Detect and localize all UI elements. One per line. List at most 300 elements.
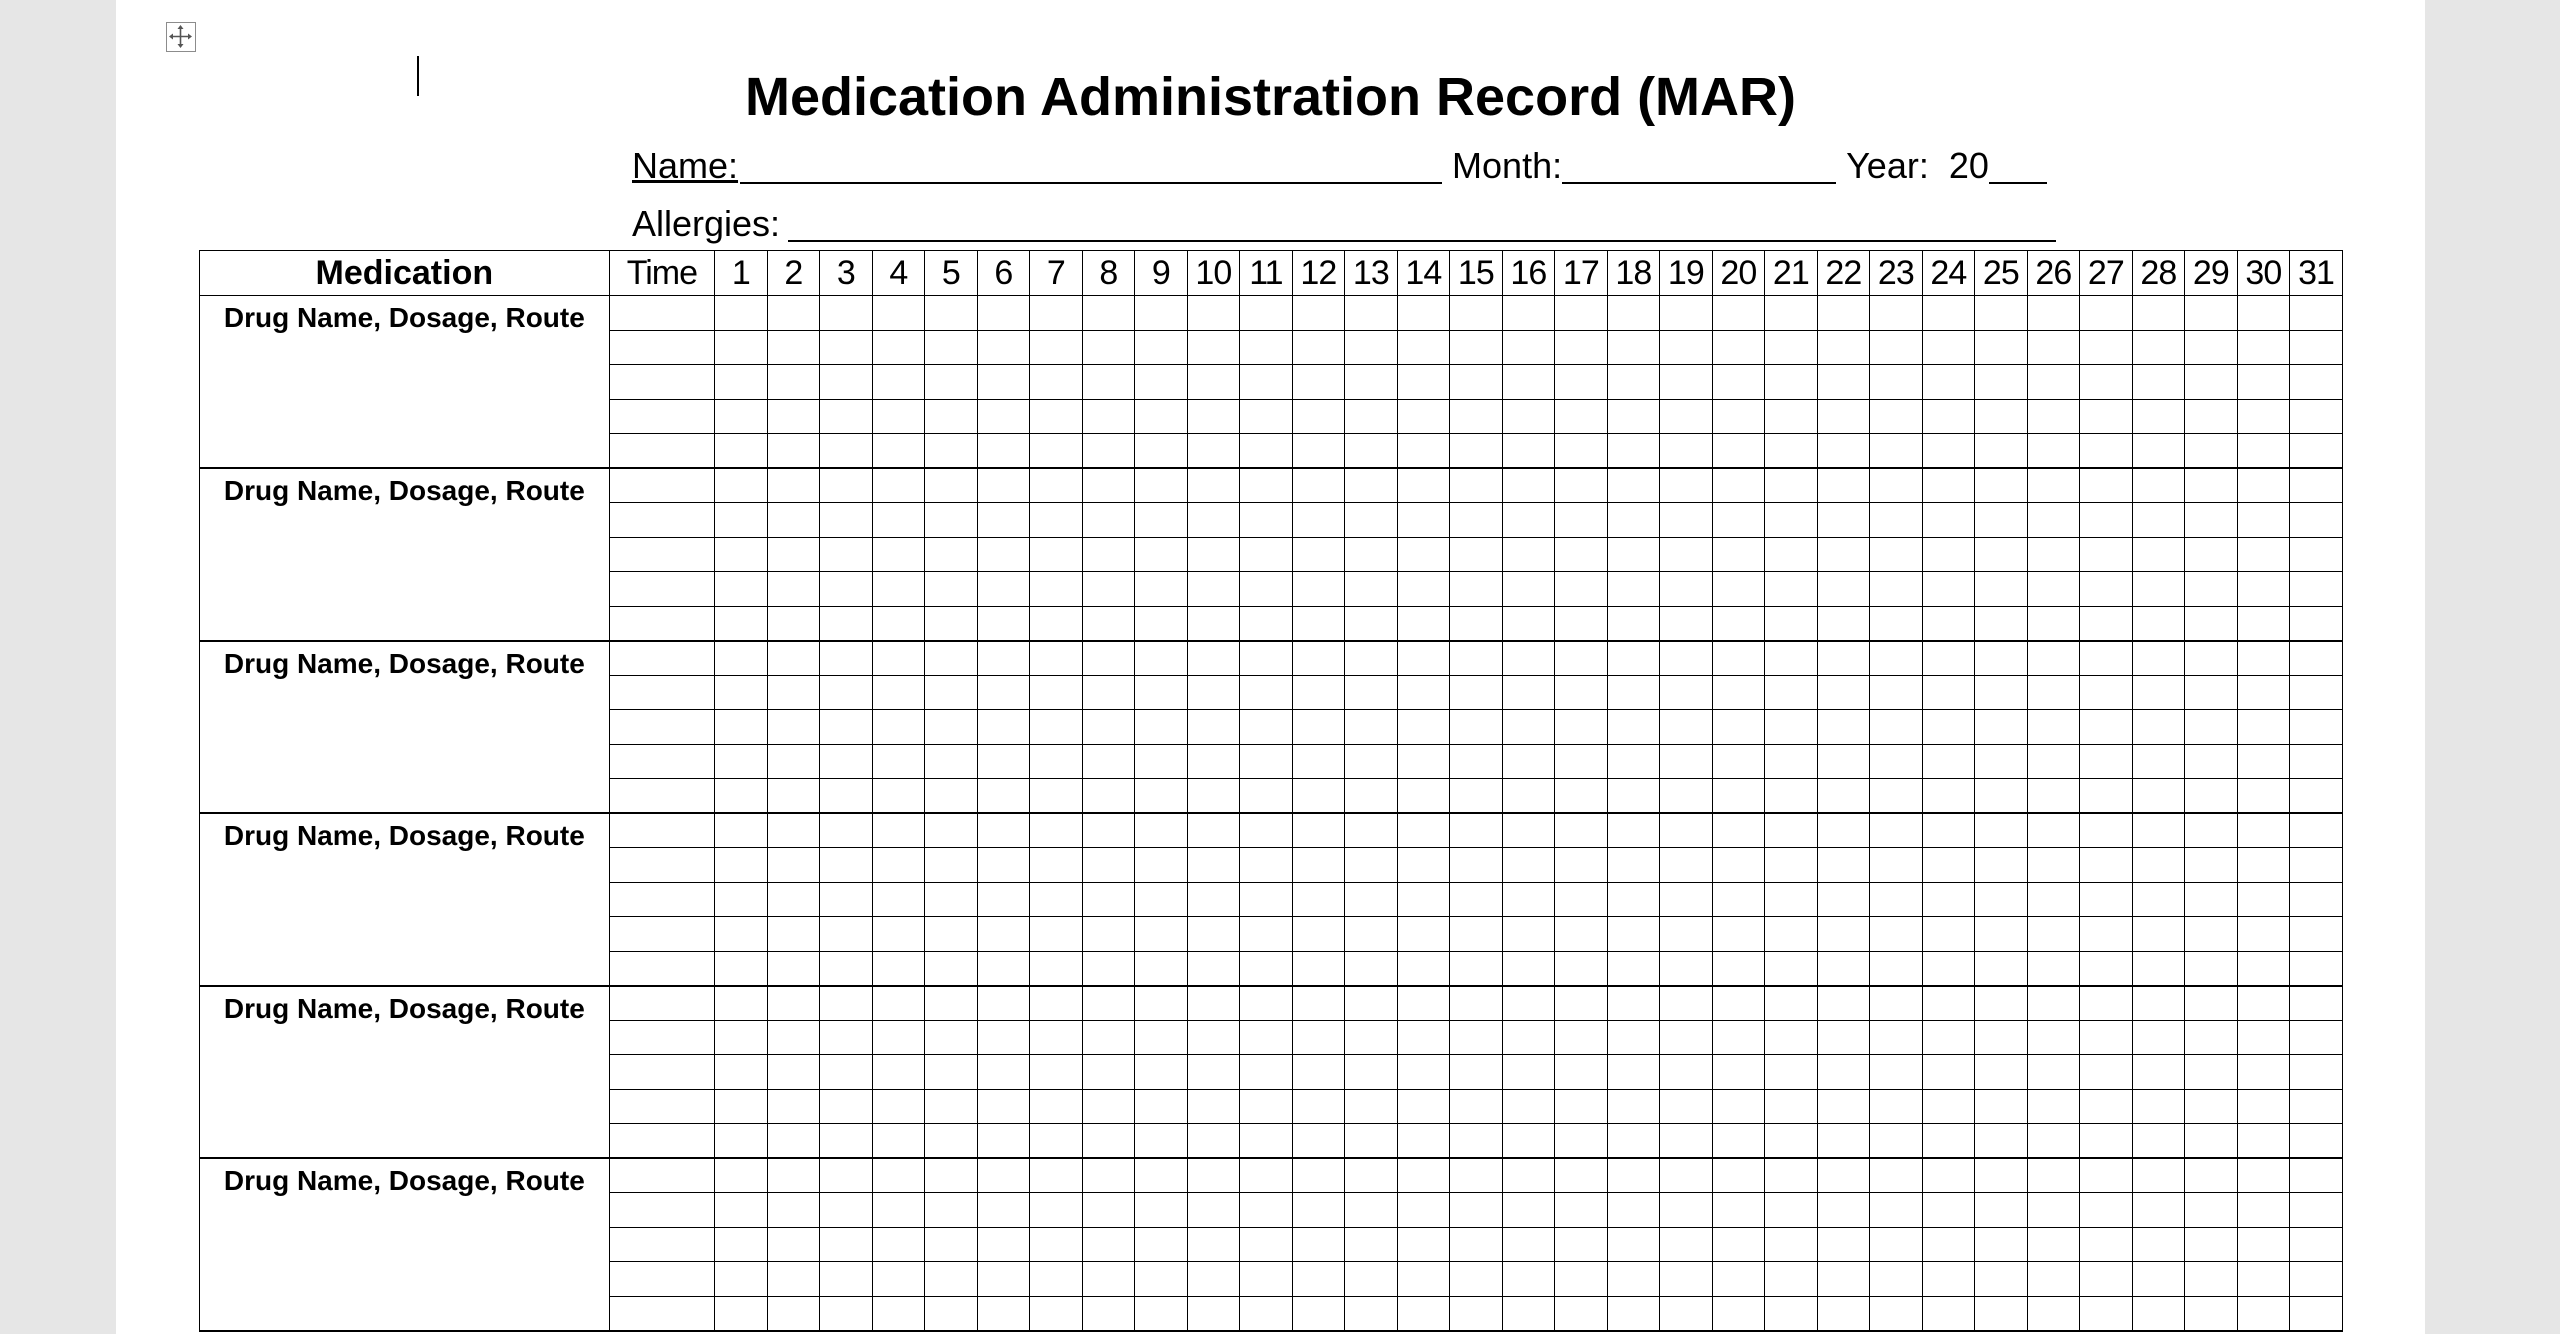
day-cell[interactable] (1765, 1089, 1818, 1124)
day-cell[interactable] (1292, 848, 1345, 883)
day-cell[interactable] (1082, 779, 1135, 814)
day-cell[interactable] (1607, 1020, 1660, 1055)
day-cell[interactable] (1135, 744, 1188, 779)
day-cell[interactable] (2080, 1262, 2133, 1297)
day-cell[interactable] (1030, 330, 1083, 365)
time-cell[interactable] (609, 1020, 714, 1055)
day-cell[interactable] (1187, 572, 1240, 607)
day-cell[interactable] (2132, 572, 2185, 607)
day-cell[interactable] (1082, 951, 1135, 986)
day-cell[interactable] (925, 606, 978, 641)
day-cell[interactable] (1397, 1262, 1450, 1297)
day-cell[interactable] (1712, 572, 1765, 607)
day-cell[interactable] (1607, 1296, 1660, 1331)
day-cell[interactable] (2080, 296, 2133, 331)
day-cell[interactable] (1555, 744, 1608, 779)
day-cell[interactable] (1450, 434, 1503, 469)
time-cell[interactable] (609, 572, 714, 607)
day-cell[interactable] (1870, 986, 1923, 1021)
day-cell[interactable] (1082, 882, 1135, 917)
day-cell[interactable] (872, 848, 925, 883)
day-cell[interactable] (2290, 606, 2343, 641)
day-cell[interactable] (1240, 917, 1293, 952)
day-cell[interactable] (872, 399, 925, 434)
day-cell[interactable] (1870, 744, 1923, 779)
day-cell[interactable] (1660, 848, 1713, 883)
time-cell[interactable] (609, 434, 714, 469)
day-cell[interactable] (1030, 572, 1083, 607)
day-cell[interactable] (1922, 1089, 1975, 1124)
time-cell[interactable] (609, 641, 714, 676)
day-cell[interactable] (1607, 434, 1660, 469)
day-cell[interactable] (925, 1296, 978, 1331)
day-cell[interactable] (1240, 1158, 1293, 1193)
day-cell[interactable] (872, 468, 925, 503)
day-cell[interactable] (1187, 330, 1240, 365)
time-cell[interactable] (609, 365, 714, 400)
day-cell[interactable] (1712, 1124, 1765, 1159)
day-cell[interactable] (1712, 882, 1765, 917)
day-cell[interactable] (2290, 744, 2343, 779)
day-cell[interactable] (872, 1262, 925, 1297)
day-cell[interactable] (1345, 779, 1398, 814)
day-cell[interactable] (820, 572, 873, 607)
day-cell[interactable] (1502, 986, 1555, 1021)
day-cell[interactable] (1975, 399, 2028, 434)
day-cell[interactable] (2080, 1055, 2133, 1090)
day-cell[interactable] (1870, 779, 1923, 814)
day-cell[interactable] (1817, 1227, 1870, 1262)
day-cell[interactable] (1555, 779, 1608, 814)
day-cell[interactable] (1502, 1193, 1555, 1228)
day-cell[interactable] (2237, 951, 2290, 986)
day-cell[interactable] (2132, 399, 2185, 434)
day-cell[interactable] (1607, 710, 1660, 745)
day-cell[interactable] (1345, 434, 1398, 469)
day-cell[interactable] (2027, 1262, 2080, 1297)
day-cell[interactable] (1607, 882, 1660, 917)
day-cell[interactable] (2027, 1124, 2080, 1159)
day-cell[interactable] (1765, 1227, 1818, 1262)
medication-cell[interactable]: Drug Name, Dosage, Route (200, 813, 610, 986)
day-cell[interactable] (2080, 572, 2133, 607)
day-cell[interactable] (1450, 296, 1503, 331)
day-cell[interactable] (2185, 641, 2238, 676)
day-cell[interactable] (2132, 744, 2185, 779)
day-cell[interactable] (1450, 1296, 1503, 1331)
day-cell[interactable] (1817, 917, 1870, 952)
day-cell[interactable] (925, 848, 978, 883)
day-cell[interactable] (1607, 1262, 1660, 1297)
day-cell[interactable] (2237, 710, 2290, 745)
day-cell[interactable] (1397, 675, 1450, 710)
day-cell[interactable] (1187, 434, 1240, 469)
day-cell[interactable] (1030, 744, 1083, 779)
day-cell[interactable] (1030, 951, 1083, 986)
day-cell[interactable] (1135, 503, 1188, 538)
day-cell[interactable] (1135, 675, 1188, 710)
day-cell[interactable] (1555, 503, 1608, 538)
time-cell[interactable] (609, 951, 714, 986)
day-cell[interactable] (925, 744, 978, 779)
day-cell[interactable] (1502, 641, 1555, 676)
day-cell[interactable] (2132, 641, 2185, 676)
day-cell[interactable] (1817, 710, 1870, 745)
day-cell[interactable] (1712, 1055, 1765, 1090)
day-cell[interactable] (1450, 330, 1503, 365)
day-cell[interactable] (1817, 882, 1870, 917)
day-cell[interactable] (977, 365, 1030, 400)
day-cell[interactable] (2237, 986, 2290, 1021)
day-cell[interactable] (1922, 537, 1975, 572)
day-cell[interactable] (820, 1296, 873, 1331)
day-cell[interactable] (1870, 399, 1923, 434)
day-cell[interactable] (2237, 1158, 2290, 1193)
day-cell[interactable] (1502, 882, 1555, 917)
day-cell[interactable] (1922, 1296, 1975, 1331)
day-cell[interactable] (1187, 986, 1240, 1021)
day-cell[interactable] (2080, 675, 2133, 710)
day-cell[interactable] (1187, 1124, 1240, 1159)
day-cell[interactable] (1502, 917, 1555, 952)
day-cell[interactable] (872, 330, 925, 365)
day-cell[interactable] (1555, 296, 1608, 331)
day-cell[interactable] (1922, 951, 1975, 986)
day-cell[interactable] (1240, 1193, 1293, 1228)
day-cell[interactable] (2290, 813, 2343, 848)
day-cell[interactable] (715, 744, 768, 779)
day-cell[interactable] (1765, 1124, 1818, 1159)
day-cell[interactable] (1712, 779, 1765, 814)
day-cell[interactable] (2027, 813, 2080, 848)
day-cell[interactable] (1450, 813, 1503, 848)
day-cell[interactable] (1397, 917, 1450, 952)
day-cell[interactable] (1240, 503, 1293, 538)
day-cell[interactable] (1397, 1227, 1450, 1262)
day-cell[interactable] (1817, 1089, 1870, 1124)
day-cell[interactable] (1660, 779, 1713, 814)
day-cell[interactable] (1555, 330, 1608, 365)
day-cell[interactable] (1502, 1262, 1555, 1297)
day-cell[interactable] (2237, 1055, 2290, 1090)
day-cell[interactable] (1030, 1055, 1083, 1090)
day-cell[interactable] (715, 917, 768, 952)
day-cell[interactable] (1555, 951, 1608, 986)
day-cell[interactable] (1082, 1296, 1135, 1331)
day-cell[interactable] (1292, 641, 1345, 676)
day-cell[interactable] (1975, 468, 2028, 503)
day-cell[interactable] (1975, 813, 2028, 848)
day-cell[interactable] (1502, 1124, 1555, 1159)
day-cell[interactable] (1765, 951, 1818, 986)
day-cell[interactable] (767, 1262, 820, 1297)
day-cell[interactable] (1345, 1089, 1398, 1124)
day-cell[interactable] (1135, 848, 1188, 883)
day-cell[interactable] (1082, 1227, 1135, 1262)
day-cell[interactable] (715, 1020, 768, 1055)
day-cell[interactable] (1870, 365, 1923, 400)
day-cell[interactable] (1240, 1020, 1293, 1055)
day-cell[interactable] (1922, 399, 1975, 434)
day-cell[interactable] (1240, 744, 1293, 779)
day-cell[interactable] (872, 1193, 925, 1228)
day-cell[interactable] (1345, 1262, 1398, 1297)
day-cell[interactable] (1607, 675, 1660, 710)
day-cell[interactable] (2237, 641, 2290, 676)
day-cell[interactable] (715, 813, 768, 848)
day-cell[interactable] (1817, 365, 1870, 400)
day-cell[interactable] (1082, 986, 1135, 1021)
medication-cell[interactable]: Drug Name, Dosage, Route (200, 641, 610, 814)
day-cell[interactable] (1555, 1089, 1608, 1124)
day-cell[interactable] (1345, 330, 1398, 365)
day-cell[interactable] (1765, 744, 1818, 779)
day-cell[interactable] (1870, 503, 1923, 538)
day-cell[interactable] (767, 1296, 820, 1331)
day-cell[interactable] (2080, 399, 2133, 434)
day-cell[interactable] (1135, 1020, 1188, 1055)
day-cell[interactable] (2027, 365, 2080, 400)
day-cell[interactable] (2185, 986, 2238, 1021)
day-cell[interactable] (2027, 572, 2080, 607)
day-cell[interactable] (1817, 848, 1870, 883)
day-cell[interactable] (1502, 1089, 1555, 1124)
day-cell[interactable] (1082, 917, 1135, 952)
day-cell[interactable] (872, 779, 925, 814)
day-cell[interactable] (1292, 710, 1345, 745)
day-cell[interactable] (1975, 1089, 2028, 1124)
day-cell[interactable] (1397, 1055, 1450, 1090)
day-cell[interactable] (1765, 503, 1818, 538)
day-cell[interactable] (925, 675, 978, 710)
day-cell[interactable] (2185, 710, 2238, 745)
day-cell[interactable] (1502, 365, 1555, 400)
day-cell[interactable] (2185, 675, 2238, 710)
day-cell[interactable] (872, 606, 925, 641)
day-cell[interactable] (925, 503, 978, 538)
day-cell[interactable] (1712, 537, 1765, 572)
day-cell[interactable] (767, 503, 820, 538)
day-cell[interactable] (1030, 1089, 1083, 1124)
day-cell[interactable] (1607, 1227, 1660, 1262)
day-cell[interactable] (2132, 1055, 2185, 1090)
day-cell[interactable] (1712, 296, 1765, 331)
day-cell[interactable] (1555, 986, 1608, 1021)
time-cell[interactable] (609, 1055, 714, 1090)
day-cell[interactable] (925, 813, 978, 848)
day-cell[interactable] (1030, 1262, 1083, 1297)
day-cell[interactable] (820, 399, 873, 434)
day-cell[interactable] (1240, 537, 1293, 572)
day-cell[interactable] (1397, 399, 1450, 434)
time-cell[interactable] (609, 1262, 714, 1297)
day-cell[interactable] (1765, 986, 1818, 1021)
day-cell[interactable] (872, 1020, 925, 1055)
day-cell[interactable] (1870, 675, 1923, 710)
day-cell[interactable] (2290, 1158, 2343, 1193)
day-cell[interactable] (1082, 572, 1135, 607)
day-cell[interactable] (767, 675, 820, 710)
day-cell[interactable] (2185, 1296, 2238, 1331)
day-cell[interactable] (1450, 986, 1503, 1021)
day-cell[interactable] (1817, 675, 1870, 710)
day-cell[interactable] (1030, 434, 1083, 469)
day-cell[interactable] (2185, 1262, 2238, 1297)
day-cell[interactable] (977, 606, 1030, 641)
day-cell[interactable] (2185, 399, 2238, 434)
day-cell[interactable] (2080, 1020, 2133, 1055)
day-cell[interactable] (1345, 503, 1398, 538)
day-cell[interactable] (977, 675, 1030, 710)
day-cell[interactable] (1765, 641, 1818, 676)
day-cell[interactable] (1450, 1158, 1503, 1193)
day-cell[interactable] (1030, 296, 1083, 331)
day-cell[interactable] (1187, 675, 1240, 710)
time-cell[interactable] (609, 606, 714, 641)
day-cell[interactable] (2027, 986, 2080, 1021)
day-cell[interactable] (1922, 641, 1975, 676)
day-cell[interactable] (2290, 1227, 2343, 1262)
day-cell[interactable] (1765, 882, 1818, 917)
day-cell[interactable] (977, 330, 1030, 365)
day-cell[interactable] (1397, 848, 1450, 883)
day-cell[interactable] (1082, 503, 1135, 538)
day-cell[interactable] (1030, 365, 1083, 400)
day-cell[interactable] (1817, 951, 1870, 986)
day-cell[interactable] (1975, 1124, 2028, 1159)
day-cell[interactable] (1660, 951, 1713, 986)
day-cell[interactable] (820, 1020, 873, 1055)
day-cell[interactable] (1135, 813, 1188, 848)
day-cell[interactable] (2237, 468, 2290, 503)
day-cell[interactable] (1555, 813, 1608, 848)
day-cell[interactable] (1292, 1296, 1345, 1331)
day-cell[interactable] (1922, 917, 1975, 952)
day-cell[interactable] (820, 330, 873, 365)
day-cell[interactable] (1712, 606, 1765, 641)
day-cell[interactable] (2027, 606, 2080, 641)
day-cell[interactable] (1502, 503, 1555, 538)
day-cell[interactable] (925, 468, 978, 503)
day-cell[interactable] (2290, 1193, 2343, 1228)
day-cell[interactable] (1345, 951, 1398, 986)
day-cell[interactable] (2132, 1193, 2185, 1228)
day-cell[interactable] (1712, 1158, 1765, 1193)
day-cell[interactable] (1292, 1158, 1345, 1193)
day-cell[interactable] (2027, 399, 2080, 434)
day-cell[interactable] (2237, 882, 2290, 917)
day-cell[interactable] (1502, 606, 1555, 641)
day-cell[interactable] (2027, 1055, 2080, 1090)
day-cell[interactable] (1345, 606, 1398, 641)
day-cell[interactable] (1345, 710, 1398, 745)
day-cell[interactable] (2290, 399, 2343, 434)
day-cell[interactable] (1607, 503, 1660, 538)
day-cell[interactable] (1607, 779, 1660, 814)
day-cell[interactable] (1660, 468, 1713, 503)
day-cell[interactable] (1765, 813, 1818, 848)
day-cell[interactable] (1450, 1227, 1503, 1262)
day-cell[interactable] (1240, 951, 1293, 986)
day-cell[interactable] (1187, 1193, 1240, 1228)
day-cell[interactable] (2080, 813, 2133, 848)
day-cell[interactable] (1502, 813, 1555, 848)
day-cell[interactable] (1397, 882, 1450, 917)
day-cell[interactable] (715, 710, 768, 745)
day-cell[interactable] (1765, 1262, 1818, 1297)
day-cell[interactable] (2290, 986, 2343, 1021)
day-cell[interactable] (1345, 572, 1398, 607)
day-cell[interactable] (1135, 1124, 1188, 1159)
time-cell[interactable] (609, 296, 714, 331)
day-cell[interactable] (767, 1158, 820, 1193)
day-cell[interactable] (2237, 744, 2290, 779)
day-cell[interactable] (1135, 1089, 1188, 1124)
time-cell[interactable] (609, 537, 714, 572)
day-cell[interactable] (872, 537, 925, 572)
day-cell[interactable] (1240, 434, 1293, 469)
day-cell[interactable] (1345, 365, 1398, 400)
day-cell[interactable] (925, 986, 978, 1021)
day-cell[interactable] (767, 951, 820, 986)
day-cell[interactable] (2290, 710, 2343, 745)
day-cell[interactable] (2080, 1124, 2133, 1159)
day-cell[interactable] (2237, 537, 2290, 572)
day-cell[interactable] (1240, 882, 1293, 917)
day-cell[interactable] (2290, 1296, 2343, 1331)
day-cell[interactable] (1345, 882, 1398, 917)
day-cell[interactable] (1240, 365, 1293, 400)
day-cell[interactable] (820, 951, 873, 986)
day-cell[interactable] (925, 296, 978, 331)
day-cell[interactable] (2237, 365, 2290, 400)
day-cell[interactable] (1765, 1158, 1818, 1193)
day-cell[interactable] (1765, 365, 1818, 400)
day-cell[interactable] (1030, 1124, 1083, 1159)
day-cell[interactable] (1765, 710, 1818, 745)
day-cell[interactable] (1292, 986, 1345, 1021)
day-cell[interactable] (1450, 917, 1503, 952)
day-cell[interactable] (2237, 1124, 2290, 1159)
day-cell[interactable] (1975, 503, 2028, 538)
day-cell[interactable] (925, 365, 978, 400)
day-cell[interactable] (1922, 986, 1975, 1021)
day-cell[interactable] (872, 882, 925, 917)
day-cell[interactable] (1870, 572, 1923, 607)
day-cell[interactable] (1502, 951, 1555, 986)
day-cell[interactable] (1397, 641, 1450, 676)
day-cell[interactable] (1187, 537, 1240, 572)
day-cell[interactable] (2080, 330, 2133, 365)
day-cell[interactable] (2080, 503, 2133, 538)
day-cell[interactable] (767, 1193, 820, 1228)
day-cell[interactable] (1975, 744, 2028, 779)
day-cell[interactable] (715, 434, 768, 469)
day-cell[interactable] (820, 710, 873, 745)
day-cell[interactable] (925, 1158, 978, 1193)
day-cell[interactable] (1135, 434, 1188, 469)
day-cell[interactable] (1817, 503, 1870, 538)
day-cell[interactable] (2080, 1089, 2133, 1124)
day-cell[interactable] (1240, 675, 1293, 710)
day-cell[interactable] (1817, 399, 1870, 434)
day-cell[interactable] (1135, 1158, 1188, 1193)
day-cell[interactable] (1712, 1193, 1765, 1228)
day-cell[interactable] (925, 1020, 978, 1055)
day-cell[interactable] (767, 330, 820, 365)
day-cell[interactable] (872, 641, 925, 676)
day-cell[interactable] (925, 399, 978, 434)
